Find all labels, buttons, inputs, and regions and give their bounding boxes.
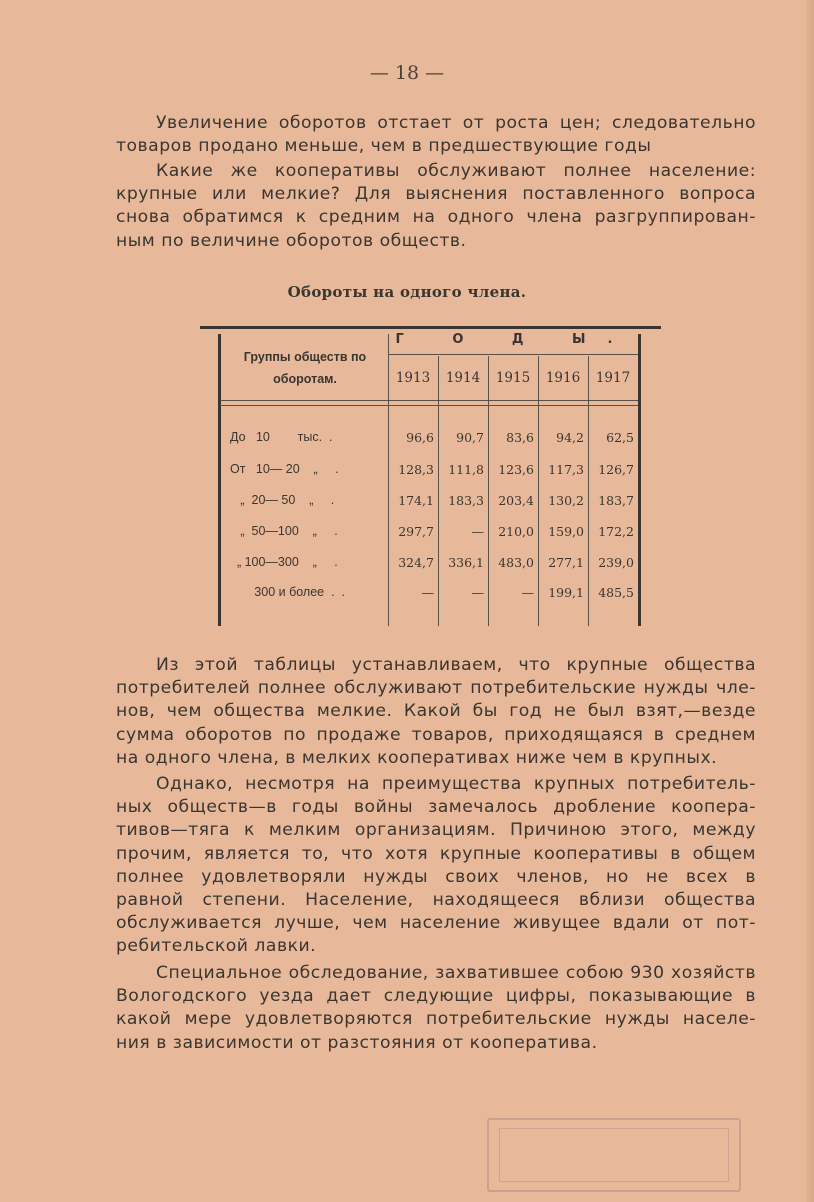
table-cell: 199,1 <box>548 585 584 600</box>
library-stamp-inner <box>499 1128 729 1182</box>
year-header: 1916 <box>545 370 581 386</box>
library-stamp <box>487 1118 741 1192</box>
table-cell: 117,3 <box>548 462 584 477</box>
paragraph-3 <box>116 654 756 770</box>
table-cell: 297,7 <box>398 524 434 539</box>
table-cell: 483,0 <box>498 555 534 570</box>
table-cell: 485,5 <box>598 585 634 600</box>
table-cell: 96,6 <box>406 430 434 445</box>
table-cell: — <box>471 524 484 539</box>
table-cell: 210,0 <box>498 524 534 539</box>
page-edge <box>806 0 814 1202</box>
text-line: прочим, является то, что хотя крупные кооперативы в общем <box>116 843 756 864</box>
text-line: ребительской лавки. <box>116 936 317 957</box>
table-cell: 94,2 <box>556 430 584 445</box>
table-cell: 336,1 <box>448 555 484 570</box>
table-cell: 123,6 <box>498 462 534 477</box>
row-label: 300 и более . . <box>230 585 345 599</box>
year-header: 1913 <box>395 370 431 386</box>
text-line: полнее удовлетворяли нужды своих членов, но не всех в <box>116 866 756 887</box>
table-cell: 90,7 <box>456 430 484 445</box>
year-header: 1914 <box>445 370 481 386</box>
text-line: нов, чем общества мелкие. Какой бы год не был взят,—везде <box>116 701 756 722</box>
table-top-rule <box>200 326 661 329</box>
row-label: „ 20— 50 „ . <box>230 493 335 507</box>
text-line: ния в зависимости от разстояния от кооператива. <box>116 1032 598 1053</box>
years-header: Г О Д Ы. <box>395 332 635 347</box>
table-cell: 183,7 <box>598 493 634 508</box>
page-number: — 18 — <box>369 62 445 84</box>
table-cell: 324,7 <box>398 555 434 570</box>
text-line: тивов—тяга к мелким организациям. Причиною этого, между <box>116 820 756 841</box>
text-line: Специальное обследование, захватившее собою 930 хозяйств <box>156 963 756 983</box>
year-header: 1917 <box>595 370 631 386</box>
table-cell: 183,3 <box>448 493 484 508</box>
paragraph-2 <box>116 160 756 253</box>
row-label: „ 100—300 „ . <box>230 555 338 569</box>
table-cell: — <box>521 585 534 600</box>
text-line: ных обществ—в годы войны замечалось дробление коопера- <box>116 797 756 818</box>
table-title: Обороты на одного члена. <box>287 283 527 301</box>
text-line: потребителей полнее обслуживают потребительские нужды чле- <box>116 678 756 699</box>
table-cell: 62,5 <box>606 430 634 445</box>
text-line: снова обратимся к средним на одного члена разгруппирован- <box>116 207 756 228</box>
table-cell: 126,7 <box>598 462 634 477</box>
paragraph-1 <box>116 112 756 158</box>
text-line: равной степени. Население, находящееся вблизи общества <box>116 890 756 911</box>
text-line: на одного члена, в мелких кооперативах ниже чем в крупных. <box>116 747 718 768</box>
table-cell: 159,0 <box>548 524 584 539</box>
paragraph-4 <box>116 773 756 959</box>
table-cell: 111,8 <box>448 462 484 477</box>
table-cell: 130,2 <box>548 493 584 508</box>
text-line: товаров продано меньше, чем в предшествующие годы <box>116 136 652 157</box>
table-cell: 174,1 <box>398 493 434 508</box>
table-cell: — <box>421 585 434 600</box>
table-cell: 277,1 <box>548 555 584 570</box>
text-line: какой мере удовлетворяются потребительские нужды населе- <box>116 1009 756 1030</box>
table-cell: 172,2 <box>598 524 634 539</box>
text-line: Однако, несмотря на преимущества крупных потребитель- <box>156 774 756 794</box>
text-line: Увеличение оборотов отстает от роста цен; следовательно <box>156 113 756 133</box>
table-cell: 128,3 <box>398 462 434 477</box>
table-cell: — <box>471 585 484 600</box>
table-cell: 83,6 <box>506 430 534 445</box>
row-label: От 10— 20 „ . <box>230 462 339 476</box>
text-line: сумма оборотов по продаже товаров, приходящаяся в среднем <box>116 724 756 745</box>
table-left-border <box>218 334 221 626</box>
header-double-rule <box>220 400 638 406</box>
row-label: „ 50—100 „ . <box>230 524 338 538</box>
row-label: До 10 тыс. . <box>230 430 333 444</box>
text-line: Из этой таблицы устанавливаем, что крупные общества <box>156 655 756 675</box>
text-line: обслуживается лучше, чем население живущее вдали от пот- <box>116 913 756 934</box>
turnover-table <box>200 326 661 626</box>
year-header: 1915 <box>495 370 531 386</box>
text-line: крупные или мелкие? Для выяснения поставленного вопроса <box>116 184 756 205</box>
text-line: ным по величине оборотов обществ. <box>116 230 467 251</box>
group-column-header: Группы обществ по оборотам. <box>243 350 367 386</box>
years-header-rule <box>388 354 638 355</box>
table-right-border <box>638 334 641 626</box>
text-line: Вологодского уезда дает следующие цифры, показывающие в <box>116 986 756 1007</box>
table-cell: 239,0 <box>598 555 634 570</box>
text-line: Какие же кооперативы обслуживают полнее население: <box>156 161 756 181</box>
paragraph-5 <box>116 962 756 1055</box>
table-cell: 203,4 <box>498 493 534 508</box>
